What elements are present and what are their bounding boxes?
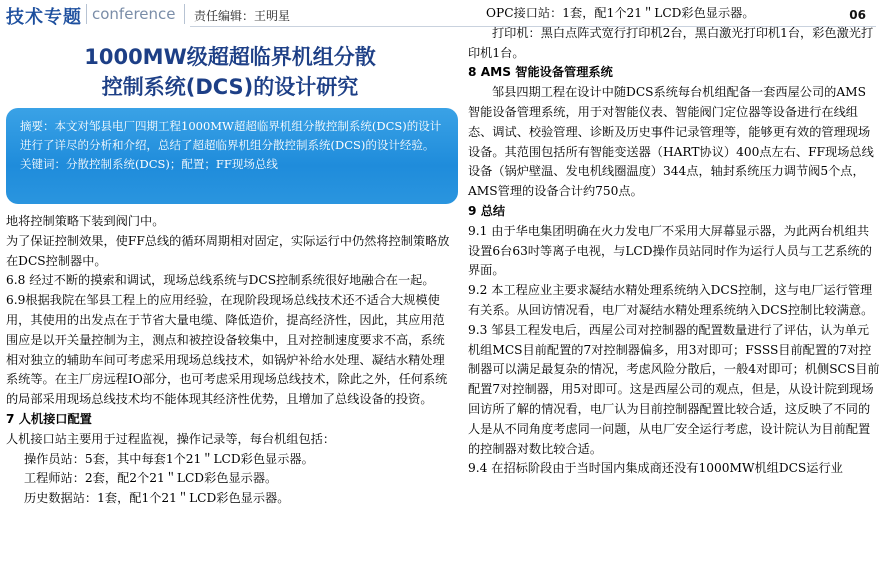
body-paragraph: 历史数据站：1套，配1个21＂LCD彩色显示器。 — [24, 491, 290, 506]
header-divider — [86, 4, 87, 24]
title-line: 控制系统(DCS)的设计研究 — [101, 75, 359, 99]
body-paragraph: 9.2 本工程应业主要求凝结水精处理系统纳入DCS控制，这与电厂运行管理有关系。从回访情况看，电厂对凝结水精处理系统纳入DCS控制比较满意。 — [468, 283, 874, 317]
left-column — [6, 212, 452, 509]
body-paragraph: 打印机：黑白点阵式宽行打印机2台，黑白激光打印机1台，彩色激光打印机1台。 — [468, 25, 874, 60]
body-paragraph: 人机接口站主要用于过程监视，操作记录等，每台机组包括： — [6, 431, 336, 446]
editor-credit: 责任编辑：王明星 — [194, 9, 291, 23]
abstract-text: 摘要：本文对邹县电厂四期工程1000MW超超临界机组分散控制系统(DCS)的设计进行了详尽的分析和介绍，总结了超超临界机组分散控制系统(DCS)的设计经验。 — [20, 119, 442, 152]
header-divider — [184, 4, 185, 24]
body-paragraph: OPC接口站：1套，配1个21＂LCD彩色显示器。 — [486, 6, 755, 20]
body-paragraph: 为了保证控制效果，使FF总线的循环周期相对固定，实际运行中仍然将控制策略放在DCS控制器中。 — [6, 233, 450, 268]
article-title — [20, 42, 440, 102]
body-paragraph: 9.4 在招标阶段由于当时国内集成商还没有1000MW机组DCS运行业 — [468, 461, 843, 476]
section-brand: 技术专题 — [6, 7, 82, 28]
right-column — [468, 4, 880, 479]
body-paragraph: 邹县四期工程在设计中随DCS系统每台机组配备一套西屋公司的AMS 智能设备管理系统，用于对智能仪表、智能阀门定位器等设备进行在线组态、调试、校验管理、诊断及历史事件记录管理等，能够更有效的管理现场设备。其范围包括所有智能变送器（HART协议）400点左右、FF现场总线设备（锅炉壁温、发电机线圈温度）344点，轴封系统压力调节阀5个点，AMS管理的设备合计约750点。 — [468, 85, 874, 199]
body-paragraph: 6.9根据我院在邹县工程上的应用经验，在现阶段现场总线技术还不适合大规模使用，其使用的出发点在于节省大量电缆、降低造价，提高经济性，因此，其应用范围应是以开关量控制为主，测点和被控设备较集中，且对控制速度要求不高，系统相对独立的辅助车间可考虑采用现场总线技术，如锅炉补给水处理、凝结水精处理系统等。在主厂房远程IO部分，也可考虑采用现场总线技术，除此之外，任何系统的局部采用现场总线技术均不能体现其经济性优势，且增加了总线设备的投资。 — [6, 293, 448, 407]
section-heading: 8 AMS 智能设备管理系统 — [468, 65, 613, 80]
body-paragraph: 9.3 邹县工程发电后，西屋公司对控制器的配置数量进行了评估，认为单元机组MCS目前配置的7对控制器偏多，用3对即可；FSSS目前配置的7对控制器可以满足最复杂的情况，考虑风险分散后，一般4对即可；机侧SCS目前配置7对控制器，用5对即可。这是西屋公司的观点，但是，从设计院到现场回访所了解的情况看，电厂认为目前控制器配置比较合适，这反映了不同的人是从不同角度考虑同一问题，从电厂安全运行考虑，设计院认为目前配置的控制器对数比较合适。 — [468, 322, 880, 456]
title-line: 1000MW级超超临界机组分散 — [84, 45, 376, 69]
section-label: conference — [92, 5, 176, 23]
body-paragraph: 9.1 由于华电集团明确在火力发电厂不采用大屏幕显示器，为此两台机组共设置6台63吋等离子电视，与LCD操作员站同时作为运行人员与工艺系统的界面。 — [468, 223, 872, 278]
section-heading: 9 总结 — [468, 203, 506, 218]
body-paragraph: 地将控制策略下装到阀门中。 — [6, 214, 165, 228]
keywords: 关键词：分散控制系统(DCS)；配置；FF现场总线 — [20, 157, 278, 171]
page-number: 06 — [849, 8, 866, 22]
abstract-box — [6, 108, 458, 204]
section-heading: 7 人机接口配置 — [6, 411, 92, 426]
body-paragraph: 6.8 经过不断的摸索和调试，现场总线系统与DCS控制系统很好地融合在一起。 — [6, 273, 435, 288]
body-paragraph: 操作员站：5套，其中每套1个21＂LCD彩色显示器。 — [24, 451, 314, 466]
body-paragraph: 工程师站：2套，配2个21＂LCD彩色显示器。 — [24, 471, 278, 486]
